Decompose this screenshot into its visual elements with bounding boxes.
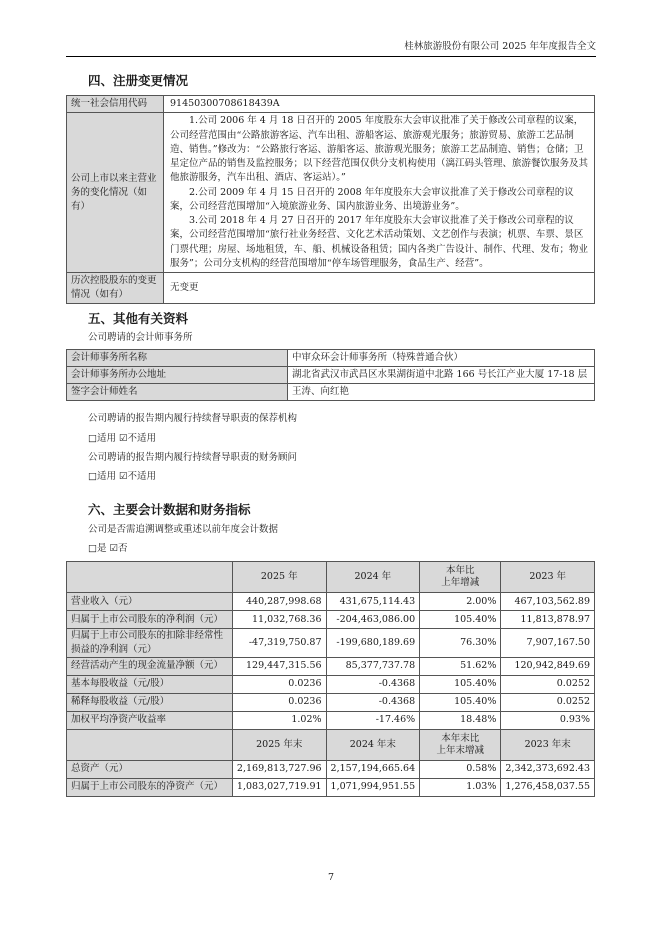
credit-code-value: 91450300708618439A — [164, 96, 595, 113]
column-header: 2024 年末 — [326, 729, 420, 760]
table-row — [67, 611, 595, 629]
column-header: 本年末比 上年末增减 — [420, 729, 501, 760]
table-cell: 1.03% — [420, 778, 501, 796]
registration-table — [66, 95, 595, 304]
table-row — [67, 711, 595, 729]
row-label: 归属于上市公司股东的净利润（元） — [67, 611, 233, 629]
business-change-content — [164, 113, 595, 273]
table-cell: 105.40% — [420, 611, 501, 629]
row-label: 稀释每股收益（元/股） — [67, 693, 233, 711]
page-number: 7 — [327, 872, 335, 883]
table-cell: 51.62% — [420, 657, 501, 675]
table-cell: -0.4368 — [326, 693, 420, 711]
table-cell: -47,319,750.87 — [232, 629, 326, 658]
table-cell: 18.48% — [420, 711, 501, 729]
table-header-row — [67, 562, 595, 593]
table-cell: 120,942,849.69 — [501, 657, 595, 675]
row-label: 经营活动产生的现金流量净额（元） — [67, 657, 233, 675]
table-cell: 0.0236 — [232, 693, 326, 711]
table-row — [67, 629, 595, 658]
table-cell: 0.0236 — [232, 675, 326, 693]
firm-name-value: 中审众环会计师事务所（特殊普通合伙） — [288, 350, 595, 367]
section-title-financial: 六、主要会计数据和财务指标 — [88, 502, 251, 517]
firm-address-label: 会计师事务所办公地址 — [67, 367, 288, 384]
column-header — [67, 729, 233, 760]
table-cell: 440,287,998.68 — [232, 593, 326, 611]
column-header: 2023 年 — [501, 562, 595, 593]
row-label: 总资产（元） — [67, 760, 233, 778]
business-change-para: 2.公司 2009 年 4 月 15 日召开的 2008 年年度股东大会审议批准了关于修改公司章程的议案，公司经营范围增加“入境旅游业务、国内旅游业务、出境游业务”。 — [170, 186, 574, 212]
business-change-para: 1.公司 2006 年 4 月 18 日召开的 2005 年度股东大会审议批准了关于修改公司章程的议案，公司经营范围由“公路旅游客运、汽车出租、游船客运、旅游观光服务；旅游贸易、旅游工艺品制造、销售。”修改为：“公路旅行客运、游船客运、旅游观光服务；旅游工艺品制造、销售；仓储；卫星定位产品的销售及监控服务；以下经营范围仅供分支机构使用（漓江码头管理、旅游餐饮服务及其他旅游服务，汽车出租、酒店、客运站）。” — [170, 115, 589, 184]
row-label: 加权平均净资产收益率 — [67, 711, 233, 729]
table-cell: -17.46% — [326, 711, 420, 729]
table-row — [67, 760, 595, 778]
restatement-question: 公司是否需追溯调整或重述以前年度会计数据 — [88, 524, 279, 535]
firm-name-label: 会计师事务所名称 — [67, 350, 288, 367]
table-cell: 105.40% — [420, 675, 501, 693]
table-cell: 76.30% — [420, 629, 501, 658]
accounting-firm-intro: 公司聘请的会计师事务所 — [88, 332, 193, 343]
restatement-checkbox: □是 ☑否 — [88, 543, 128, 554]
table-cell: 467,103,562.89 — [501, 593, 595, 611]
table-cell: 2,157,194,665.64 — [326, 760, 420, 778]
accounting-firm-table — [66, 349, 595, 401]
financial-data-table — [66, 561, 595, 797]
table-cell: 0.0252 — [501, 693, 595, 711]
table-cell: 129,447,315.56 — [232, 657, 326, 675]
table-cell: 1.02% — [232, 711, 326, 729]
table-cell: 105.40% — [420, 693, 501, 711]
table-row — [67, 657, 595, 675]
table-row — [67, 675, 595, 693]
column-header: 本年比 上年增减 — [420, 562, 501, 593]
column-header: 2025 年末 — [232, 729, 326, 760]
page-header: 桂林旅游股份有限公司 2025 年年度报告全文 — [66, 40, 596, 57]
table-cell: 11,032,768.36 — [232, 611, 326, 629]
table-cell: 0.58% — [420, 760, 501, 778]
table-row — [67, 693, 595, 711]
advisor-text: 公司聘请的报告期内履行持续督导职责的财务顾问 — [88, 452, 298, 463]
table-header-row — [67, 729, 595, 760]
shareholder-change-value: 无变更 — [164, 273, 595, 304]
signing-accountant-value: 王涛、向红艳 — [288, 384, 595, 401]
table-cell: 11,813,878.97 — [501, 611, 595, 629]
table-cell: 0.0252 — [501, 675, 595, 693]
table-cell: 1,071,994,951.55 — [326, 778, 420, 796]
business-change-label: 公司上市以来主营业务的变化情况（如有） — [67, 113, 164, 273]
table-cell: -0.4368 — [326, 675, 420, 693]
column-header: 2025 年 — [232, 562, 326, 593]
row-label: 归属于上市公司股东的扣除非经常性损益的净利润（元） — [67, 629, 233, 658]
table-cell: 0.93% — [501, 711, 595, 729]
column-header — [67, 562, 233, 593]
table-cell: 2,169,813,727.96 — [232, 760, 326, 778]
table-cell: 7,907,167.50 — [501, 629, 595, 658]
table-row — [67, 593, 595, 611]
row-label: 基本每股收益（元/股） — [67, 675, 233, 693]
signing-accountant-label: 签字会计师姓名 — [67, 384, 288, 401]
table-cell: 2.00% — [420, 593, 501, 611]
row-label: 归属于上市公司股东的净资产（元） — [67, 778, 233, 796]
column-header: 2023 年末 — [501, 729, 595, 760]
table-row — [67, 778, 595, 796]
table-cell: -199,680,189.69 — [326, 629, 420, 658]
firm-address-value: 湖北省武汉市武昌区水果湖街道中北路 166 号长江产业大厦 17-18 层 — [288, 367, 595, 384]
credit-code-label: 统一社会信用代码 — [67, 96, 164, 113]
sponsor-checkbox: □适用 ☑不适用 — [88, 433, 157, 444]
business-change-para: 3.公司 2018 年 4 月 27 日召开的 2017 年年度股东大会审议批准了关于修改公司章程的议案，公司经营范围增加“旅行社业务经营、文化艺术活动策划、文艺创作与表演；机票、车票、景区门票代理；房屋、场地租赁，车、船、机械设备租赁；国内各类广告设计、制作、代理、发布；物业服务”；公司分支机构的经营范围增加“停车场管理服务，食品生产、经营”。 — [170, 215, 589, 269]
table-cell: 2,342,373,692.43 — [501, 760, 595, 778]
advisor-checkbox: □适用 ☑不适用 — [88, 471, 157, 482]
table-cell: -204,463,086.00 — [326, 611, 420, 629]
table-cell: 85,377,737.78 — [326, 657, 420, 675]
column-header: 2024 年 — [326, 562, 420, 593]
section-title-other-info: 五、其他有关资料 — [88, 311, 189, 326]
sponsor-text: 公司聘请的报告期内履行持续督导职责的保荐机构 — [88, 413, 298, 424]
section-title-registration: 四、注册变更情况 — [88, 73, 189, 88]
table-cell: 431,675,114.43 — [326, 593, 420, 611]
table-cell: 1,276,458,037.55 — [501, 778, 595, 796]
table-cell: 1,083,027,719.91 — [232, 778, 326, 796]
shareholder-change-label: 历次控股股东的变更情况（如有） — [67, 273, 164, 304]
row-label: 营业收入（元） — [67, 593, 233, 611]
